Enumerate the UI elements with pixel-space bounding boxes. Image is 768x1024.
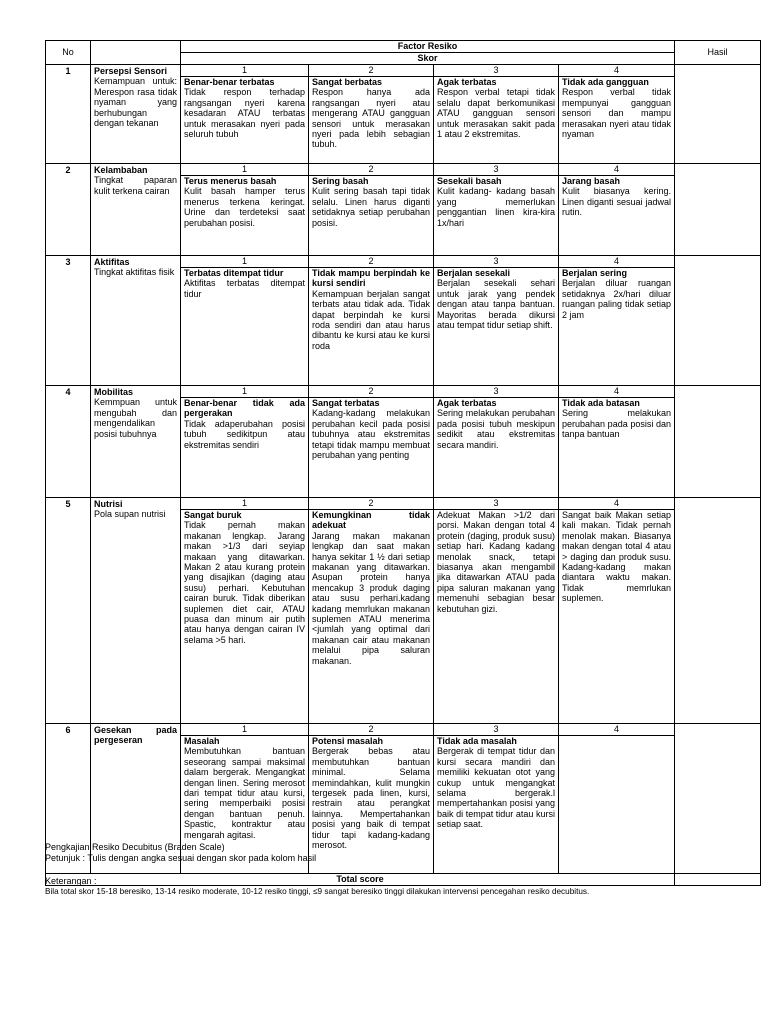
header-row <box>46 41 761 53</box>
col-header-no: No <box>46 41 91 65</box>
score-number: 1 <box>181 164 309 176</box>
score-number: 2 <box>309 65 434 77</box>
footnote-legend-text: Bila total skor 15-18 beresiko, 13-14 resiko moderate, 10-12 resiko tinggi, ≤9 sangat beresiko tinggi dilakukan intervensi pencegahan resiko decubitus. <box>45 887 590 896</box>
result-cell[interactable] <box>675 65 761 164</box>
factor-row-numbers <box>46 256 761 268</box>
score-title: Benar-benar terbatas <box>184 77 275 87</box>
result-cell[interactable] <box>675 386 761 498</box>
score-description: Adekuat Makan >1/2 dari porsi. Makan dengan total 4 protein (daging, produk susu) setiap hari. Kadang kadang menolak snack, tetapi biasanya akan mengambil jika ditawarkan ATAU pada pipa saluran makanan yang memenuhi sebagian besar kebutuhan gizi. <box>437 510 555 614</box>
footnote-instruction: Petunjuk : Tulis dengan angka sesuai dengan skor pada kolom hasil <box>45 853 317 863</box>
factor-row-numbers <box>46 65 761 77</box>
score-description-cell <box>181 176 309 256</box>
score-title: Terus menerus basah <box>184 176 277 186</box>
score-description-cell <box>181 510 309 724</box>
score-description: Bergerak bebas atau membutuhkan bantuan minimal. Selama memindahkan, kulit mungkin tergesek pada linen, kursi, restrain atau perangkat lainnya. Mempertahankan posisi yang baik di tempat tidur tapi kadang-kadang merosot. <box>312 746 430 851</box>
risk-factor-title: Aktifitas <box>94 257 130 267</box>
risk-factor-description: Tingkat aktifitas fisik <box>94 267 175 278</box>
score-description-cell <box>309 77 434 164</box>
footnote-title: Pengkajian Resiko Decubitus (Braden Scale) <box>45 842 225 852</box>
score-description: Sangat baik Makan setiap kali makan. Tidak pernah menolak makan. Biasanya makan dengan total 4 atau > daging dan produk susu. Kadang-kadang makan diantara waktu makan. Tidak memrlukan suplemen. <box>562 510 672 604</box>
score-description: Kadang-kadang melakukan perubahan kecil pada posisi tubuhnya atau ekstremitas tetapi tidak mampu membuat perubahan yang penting <box>312 408 430 461</box>
score-title: Tidak ada batasan <box>562 398 640 408</box>
score-description-cell <box>434 77 559 164</box>
score-title: Sesekali basah <box>437 176 502 186</box>
risk-factor-cell <box>91 498 181 724</box>
score-description: Jarang makan makanan lengkap dan saat makan hanya sekitar 1 ½ dari setiap makanan yang ditawarkan. Asupan protein hanya mencakup 3 produk daging atau susu perhari.kadang kadang memrlukan makanan suplemen ATAU menerima <jumlah yang optimal dari makanan cair atau makanan melalui pipa saluran makanan. <box>312 530 430 666</box>
risk-factor-description: Kemmpuan untuk mengubah dan mengendalikan posisi tubuhnya <box>94 397 177 439</box>
score-number: 3 <box>434 164 559 176</box>
risk-factor-description: Pola supan nutrisi <box>94 509 166 520</box>
score-description-cell <box>309 736 434 874</box>
score-number: 4 <box>559 724 675 736</box>
score-description-cell <box>559 736 675 874</box>
score-description: Respon verbal tetapi tidak selalu dapat berkomunikasi ATAU gangguan sensori untuk merasakan sakit pada 1 atau 2 ekstremitas. <box>437 87 555 140</box>
score-number: 3 <box>434 65 559 77</box>
score-description-cell <box>309 268 434 386</box>
score-description: Kulit biasanya kering. Linen diganti sesuai jadwal rutin. <box>562 186 672 218</box>
risk-factor-title: Nutrisi <box>94 499 123 509</box>
score-number: 4 <box>559 256 675 268</box>
score-description-cell <box>559 176 675 256</box>
score-description-cell <box>181 77 309 164</box>
result-cell[interactable] <box>675 256 761 386</box>
score-title: Terbatas ditempat tidur <box>184 268 284 278</box>
score-description: Membutuhkan bantuan seseorang sampai maksimal dalam bergerak. Mengangkat dengan linen. Sering merosot dari tempat tidur atau kursi, sering memperbaiki posisi dengan bantuan penuh. Spastic, kontraktur atau mengarah agitasi. <box>184 746 305 840</box>
score-title: Berjalan sesekali <box>437 268 511 278</box>
col-header-factor: Factor Resiko <box>181 41 675 53</box>
result-cell[interactable] <box>675 498 761 724</box>
score-description: Kulit sering basah tapi tidak selalu. Linen harus diganti setidaknya setiap perubahan posisi. <box>312 186 430 228</box>
total-score-row <box>46 874 761 886</box>
score-title: Jarang basah <box>562 176 621 186</box>
score-description-cell <box>181 398 309 498</box>
score-title: Sangat terbatas <box>312 398 380 408</box>
score-title: Tidak ada gangguan <box>562 77 649 87</box>
result-cell[interactable] <box>675 164 761 256</box>
risk-factor-cell <box>91 256 181 386</box>
score-title: Kemungkinan tidak adekuat <box>312 510 430 531</box>
score-title: Tidak ada masalah <box>437 736 517 746</box>
result-cell[interactable] <box>675 724 761 874</box>
factor-row-numbers <box>46 164 761 176</box>
score-description: Sering melakukan perubahan pada posisi tubuh meskipun sedikit atau ekstremitas secara mandiri. <box>437 408 555 450</box>
total-score-value[interactable] <box>675 874 761 886</box>
braden-scale-table <box>45 40 761 886</box>
total-score-label: Total score <box>46 874 675 886</box>
score-description: Tidak respon terhadap rangsangan nyeri karena kesadaran ATAU terbatas untuk merasakan nyeri pada seluruh tubuh <box>184 87 305 140</box>
risk-factor-cell <box>91 386 181 498</box>
score-number: 1 <box>181 256 309 268</box>
score-number: 2 <box>309 256 434 268</box>
score-number: 4 <box>559 65 675 77</box>
table-body <box>46 41 761 886</box>
risk-factor-title: Kelambaban <box>94 165 148 175</box>
score-title: Sangat berbatas <box>312 77 383 87</box>
score-number: 2 <box>309 724 434 736</box>
row-number: 5 <box>46 498 91 724</box>
score-description: Tidak adaperubahan posisi tubuh sedikitpun atau ekstremitas sendiri <box>184 418 305 450</box>
score-description-cell <box>559 398 675 498</box>
row-number: 2 <box>46 164 91 256</box>
risk-factor-description: Kemampuan untuk: Merespon rasa tidak nyaman yang berhubungan dengan tekanan <box>94 76 177 129</box>
score-description: Respon verbal tidak mempunyai gangguan sensori dan mampu merasakan nyeri atau tidak nyaman <box>562 87 672 140</box>
score-title: Sangat buruk <box>184 510 242 520</box>
score-number: 2 <box>309 164 434 176</box>
score-description: Kulit basah hamper terus menerus terkena keringat. Urine dan terdeteksi saat perubahan posisi. <box>184 186 305 228</box>
footnote-legend-label: Keterangan : <box>45 876 97 886</box>
score-description: Aktifitas terbatas ditempat tidur <box>184 278 305 299</box>
score-number: 2 <box>309 498 434 510</box>
score-title: Tidak mampu berpindah ke kursi sendiri <box>312 268 430 289</box>
score-title: Masalah <box>184 736 220 746</box>
score-number: 3 <box>434 498 559 510</box>
score-number: 4 <box>559 498 675 510</box>
score-description-cell <box>434 268 559 386</box>
score-number: 3 <box>434 386 559 398</box>
score-description-cell <box>309 398 434 498</box>
score-description-cell <box>434 510 559 724</box>
col-header-skor: Skor <box>181 53 675 65</box>
score-description-cell <box>434 736 559 874</box>
score-title: Berjalan sering <box>562 268 628 278</box>
col-header-hasil: Hasil <box>675 41 761 65</box>
score-description: Tidak pernah makan makanan lengkap. Jarang makan >1/3 dari seyiap makaan yang ditawarkan. Makan 2 atau kurang protein yang disajikan (daging atau susu) perhari. Kebutuhan cairan buruk. Tidak diberikan suplemen diet cair, ATAU puasa dan minum air putih atau hanya dengan cairan IV selama >5 hari. <box>184 520 305 645</box>
risk-factor-title: Gesekan pada pergeseran <box>94 725 177 746</box>
score-title: Sering basah <box>312 176 369 186</box>
risk-factor-title: Mobilitas <box>94 387 134 397</box>
score-description-cell <box>434 176 559 256</box>
risk-factor-title: Persepsi Sensori <box>94 66 168 76</box>
score-description-cell <box>309 176 434 256</box>
score-description-cell <box>434 398 559 498</box>
score-title: Benar-benar tidak ada pergerakan <box>184 398 305 419</box>
score-title: Potensi masalah <box>312 736 384 746</box>
score-description: Berjalan sesekali sehari untuk jarak yang pendek dengan atau tanpa bantuan. Mayoritas berada dikursi atau tempat tidur setiap shift. <box>437 278 555 331</box>
risk-factor-cell <box>91 164 181 256</box>
score-description-cell <box>181 268 309 386</box>
factor-row-numbers <box>46 386 761 398</box>
col-header-factor-blank <box>91 41 181 65</box>
score-description: Respon hanya ada rangsangan nyeri atau mengerang ATAU gangguan sensori untuk merasakan nyeri pada lebih sebagian tubuh. <box>312 87 430 150</box>
score-description: Kulit kadang- kadang basah yang memerlukan penggantian linen kira-kira 1x/hari <box>437 186 555 228</box>
score-number: 3 <box>434 724 559 736</box>
score-number: 4 <box>559 386 675 398</box>
score-title: Agak terbatas <box>437 77 497 87</box>
score-number: 1 <box>181 498 309 510</box>
score-number: 2 <box>309 386 434 398</box>
factor-row-numbers <box>46 498 761 510</box>
score-number: 4 <box>559 164 675 176</box>
score-description-cell <box>559 77 675 164</box>
risk-factor-description: Tingkat paparan kulit terkena cairan <box>94 175 177 196</box>
score-description: Sering melakukan perubahan pada posisi dan tanpa bantuan <box>562 408 672 440</box>
risk-factor-cell <box>91 65 181 164</box>
score-description: Berjalan diluar ruangan setidaknya 2x/hari diluar ruangan paling tidak setiap 2 jam <box>562 278 672 320</box>
score-title: Agak terbatas <box>437 398 497 408</box>
score-number: 1 <box>181 65 309 77</box>
row-number: 3 <box>46 256 91 386</box>
row-number: 4 <box>46 386 91 498</box>
score-number: 3 <box>434 256 559 268</box>
row-number: 6 <box>46 724 91 874</box>
score-description-cell <box>309 510 434 724</box>
score-description: Bergerak di tempat tidur dan kursi secara mandiri dan memiliki kekuatan otot yang cukup untuk mengangkat selama bergerak.l mempertahankan posisi yang baik di tempat tidur atau kursi setiap saat. <box>437 746 555 830</box>
score-number: 1 <box>181 386 309 398</box>
score-description: Kemampuan berjalan sangat terbats atau tidak ada. Tidak dapat berpindah ke kursi roda sendiri dan atau harus dibantu ke kursi atau ke kursi roda <box>312 288 430 351</box>
score-number: 1 <box>181 724 309 736</box>
row-number: 1 <box>46 65 91 164</box>
factor-row-numbers <box>46 724 761 736</box>
score-description-cell <box>559 268 675 386</box>
score-description-cell <box>559 510 675 724</box>
